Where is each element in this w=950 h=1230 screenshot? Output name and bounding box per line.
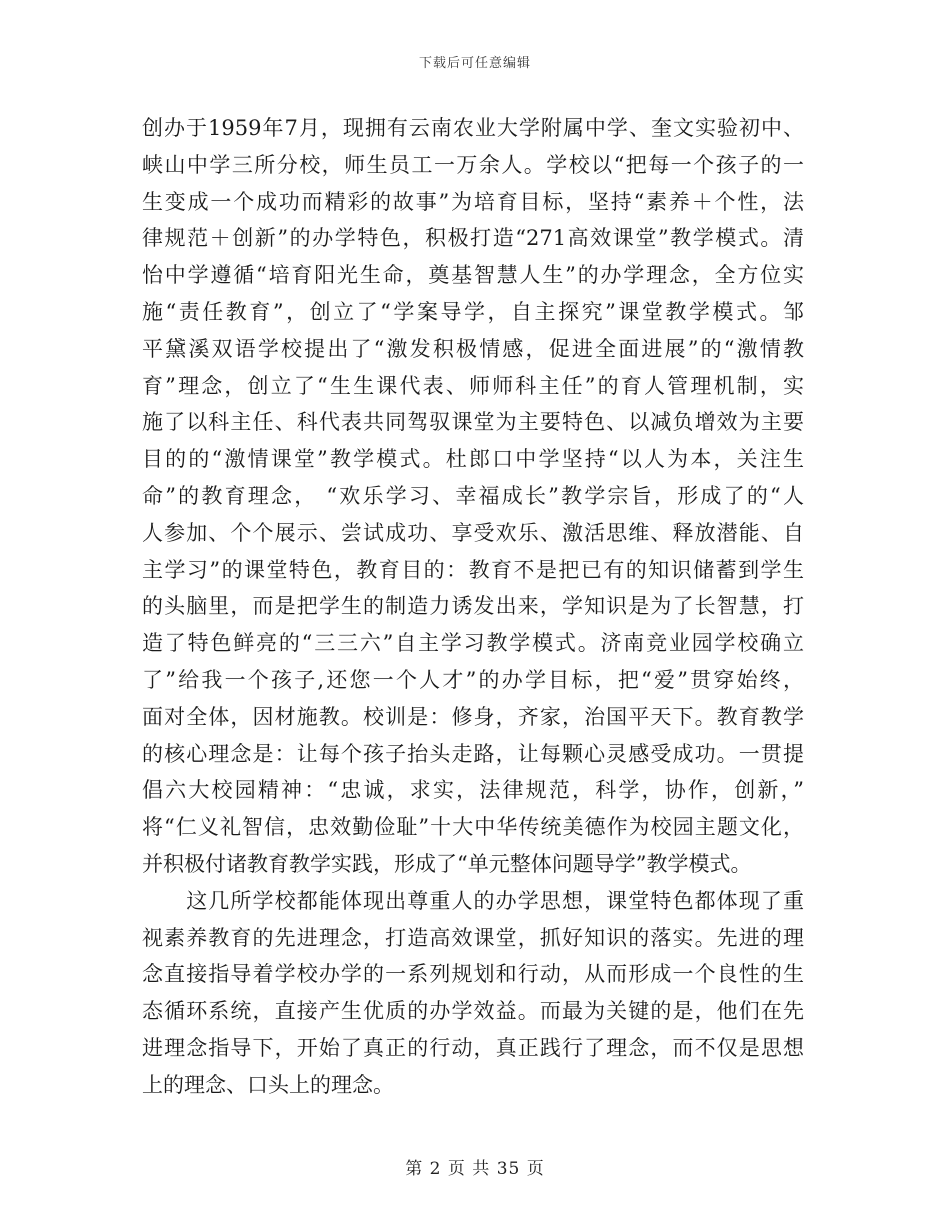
text-line: 怡中学遵循“培育阳光生命，奠基智慧人生”的办学理念，全方位实 — [142, 263, 804, 288]
text-line: 生变成一个成功而精彩的故事”为培育目标，坚持“素养＋个性，法 — [142, 189, 804, 214]
text-line: 律规范＋创新”的办学特色，积极打造“271高效课堂”教学模式。清 — [142, 226, 804, 251]
text-line: 人参加、个个展示、尝试成功、享受欢乐、激活思维、释放潜能、自 — [142, 520, 804, 545]
text-line: 峡山中学三所分校，师生员工一万余人。学校以“把每一个孩子的一 — [142, 152, 804, 177]
text-line: 念直接指导着学校办学的一系列规划和行动，从而形成一个良性的生 — [142, 962, 804, 987]
text-line: 的核心理念是：让每个孩子抬头走路，让每颗心灵感受成功。一贯提 — [142, 741, 804, 766]
text-line: 目的的“激情课堂”教学模式。杜郎口中学坚持“以人为本，关注生 — [142, 447, 804, 472]
paragraph-1 — [142, 110, 804, 883]
document-body — [142, 110, 804, 1104]
text-line: 倡六大校园精神：“忠诚，求实，法律规范，科学，协作，创新，” — [142, 778, 804, 803]
page-header: 下载后可任意编辑 — [418, 56, 531, 71]
page-number: 第 2 页 共 35 页 — [405, 1159, 545, 1179]
paragraph-2 — [142, 883, 804, 1104]
text-line: 面对全体，因材施教。校训是：修身，齐家，治国平天下。教育教学 — [142, 704, 804, 729]
text-line: 施了以科主任、科代表共同驾驭课堂为主要特色、以减负增效为主要 — [142, 410, 804, 435]
text-line: 这几所学校都能体现出尊重人的办学思想，课堂特色都体现了重 — [142, 888, 804, 913]
text-line: 态循环系统，直接产生优质的办学效益。而最为关键的是，他们在先 — [142, 999, 804, 1024]
text-line: 命”的教育理念， “欢乐学习、幸福成长”教学宗旨，形成了的“人 — [142, 483, 804, 508]
text-line: 上的理念、口头上的理念。 — [142, 1072, 394, 1097]
text-line: 并积极付诸教育教学实践，形成了“单元整体问题导学”教学模式。 — [142, 851, 752, 876]
text-line: 将“仁义礼智信，忠效勤俭耻”十大中华传统美德作为校园主题文化， — [142, 815, 804, 840]
text-line: 创办于1959年7月，现拥有云南农业大学附属中学、奎文实验初中、 — [142, 116, 804, 140]
text-line: 平黛溪双语学校提出了“激发积极情感，促进全面进展”的“激情教 — [142, 336, 804, 361]
text-line: 造了特色鲜亮的“三三六”自主学习教学模式。济南竞业园学校确立 — [142, 631, 804, 656]
text-line: 视素养教育的先进理念，打造高效课堂，抓好知识的落实。先进的理 — [142, 925, 804, 950]
text-line: 的头脑里，而是把学生的制造力诱发出来，学知识是为了长智慧，打 — [142, 594, 804, 619]
text-line: 育”理念，创立了“生生课代表、师师科主任”的育人管理机制，实 — [142, 373, 804, 398]
text-line: 主学习”的课堂特色，教育目的：教育不是把已有的知识储蓄到学生 — [142, 557, 804, 582]
text-line: 施“责任教育”，创立了“学案导学，自主探究”课堂教学模式。邹 — [142, 299, 804, 324]
text-line: 了”给我一个孩子,还您一个人才”的办学目标，把“爱”贯穿始终， — [142, 667, 804, 692]
text-line: 进理念指导下，开始了真正的行动，真正践行了理念，而不仅是思想 — [142, 1035, 804, 1060]
